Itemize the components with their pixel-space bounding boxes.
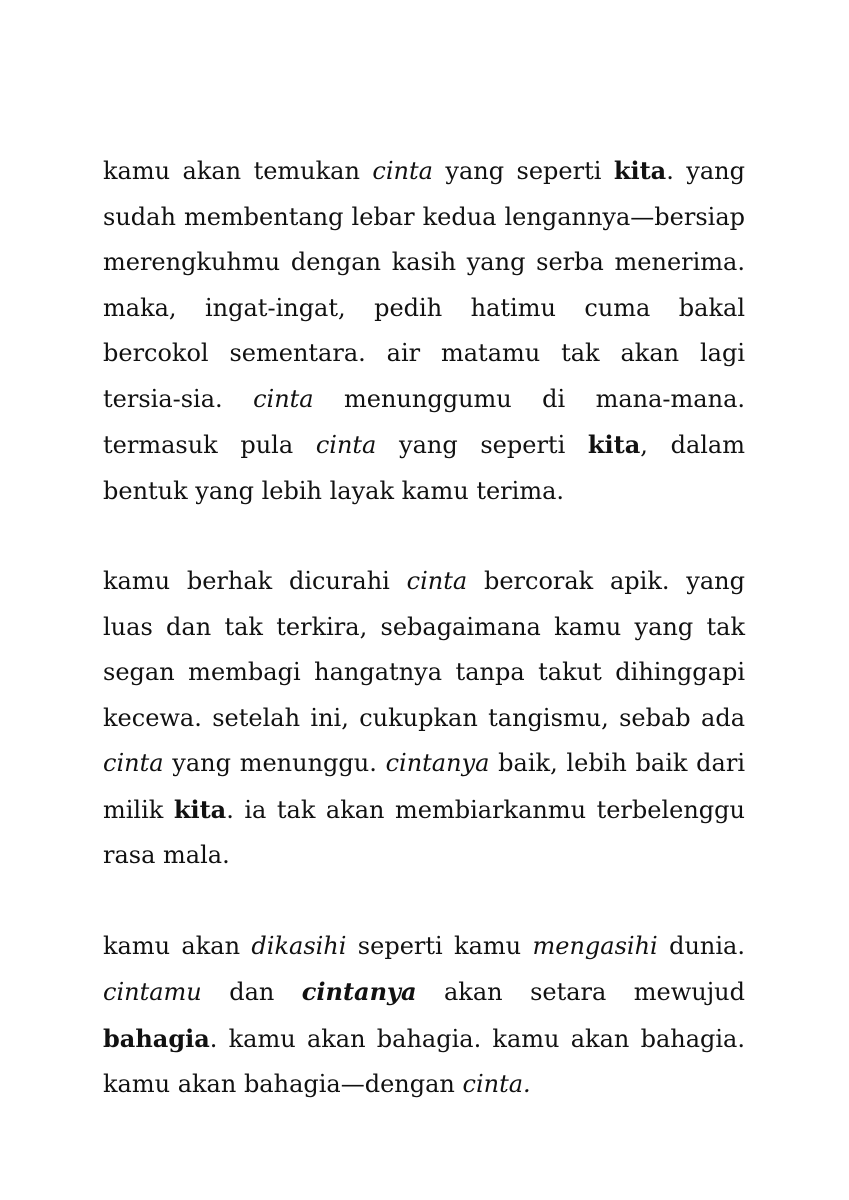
text-segment: . yang sudah membentang lebar kedua lengannya—bersiap merengkuhmu dengan kasih yang serba menerima. maka, ingat-ingat, pedih hatimu cuma bakal bercokol sementara. air matamu tak akan lagi tersia-sia. bbox=[103, 157, 745, 413]
poem-text bbox=[103, 148, 745, 1108]
text-segment: . ia tak akan membiarkanmu terbelenggu rasa mala. bbox=[103, 795, 745, 869]
text-segment: bercorak apik. yang luas dan tak terkira, sebagaimana kamu yang tak segan membagi hangatnya tanpa takut dihinggapi kecewa. setelah ini, cukupkan tangismu, sebab ada bbox=[103, 567, 745, 732]
text-segment: cinta bbox=[253, 384, 314, 413]
text-segment: kamu berhak dicurahi bbox=[103, 567, 407, 595]
text-segment: kita bbox=[173, 794, 227, 824]
text-segment: cinta. bbox=[462, 1070, 531, 1098]
text-segment: akan setara mewujud bbox=[416, 978, 745, 1006]
text-segment: kamu akan temukan bbox=[103, 157, 373, 185]
text-segment: kita bbox=[587, 430, 641, 459]
text-segment: yang seperti bbox=[432, 157, 614, 185]
text-segment: yang seperti bbox=[376, 431, 588, 459]
text-segment: dikasihi bbox=[251, 931, 347, 960]
text-segment: cinta bbox=[103, 749, 164, 777]
paragraph-3 bbox=[103, 924, 745, 1108]
text-segment: dan bbox=[201, 978, 302, 1006]
text-segment: yang menunggu. bbox=[163, 749, 386, 777]
text-segment: kita bbox=[613, 156, 667, 185]
text-segment: seperti kamu bbox=[346, 931, 533, 960]
text-segment: cinta bbox=[406, 567, 468, 595]
paragraph-2 bbox=[103, 559, 745, 879]
text-segment: cintanya bbox=[301, 977, 417, 1006]
text-segment: mengasihi bbox=[532, 931, 658, 960]
text-segment: dunia. bbox=[657, 931, 745, 960]
text-segment: , dalam bentuk yang lebih layak kamu terima. bbox=[103, 431, 745, 505]
text-segment: bahagia bbox=[103, 1023, 210, 1053]
text-segment: cinta bbox=[315, 431, 377, 459]
text-segment: cinta bbox=[372, 157, 433, 185]
text-segment: baik, lebih baik dari milik bbox=[103, 749, 745, 824]
paragraph-1 bbox=[103, 148, 745, 514]
text-segment: kamu akan bbox=[103, 931, 252, 960]
text-segment: cintamu bbox=[103, 978, 202, 1006]
text-segment: . kamu akan bahagia. kamu akan bahagia. kamu akan bahagia—dengan bbox=[103, 1024, 745, 1098]
text-segment: menunggumu di mana-mana. termasuk pula bbox=[103, 384, 745, 459]
text-segment: cintanya bbox=[385, 749, 490, 777]
